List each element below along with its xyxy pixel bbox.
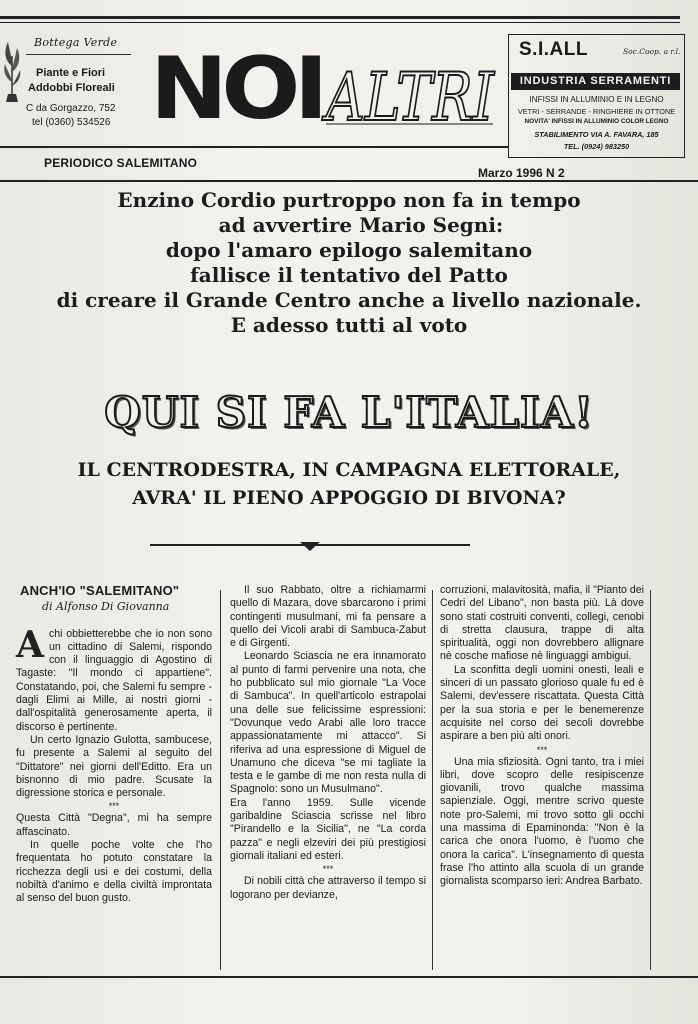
article-paragraph: Achi obbietterebbe che io non sono un cittadino di Salemi, rispondo con il linguaggio di Agostino di Tagaste: "Il mondo ci appartiene". Constatando, poi, che Salemi fu sempre - dagli Elimi ai Mille, ai nostri giorni - dall'ospitalità generosamente aperta, il discorso è pertinente. — [16, 623, 212, 733]
kicker-line: dopo l'amaro epilogo salemitano — [165, 238, 533, 262]
dropcap: A — [16, 623, 44, 666]
kicker-line: di creare il Grande Centro anche a livello nazionale. — [56, 288, 642, 312]
sub-headline — [0, 456, 698, 512]
article-paragraph: Era l'anno 1959. Sulle vicende garibaldine Sciascia scrisse nel libro "Pirandello e la Sicilia", ne "La corda pazza" e negli elzeviri dei più prestigiosi giornali italiani ed esteri. — [230, 796, 426, 862]
ad-siall-name: S.I.ALL — [519, 39, 588, 60]
ad-siall — [508, 34, 685, 158]
article-paragraph: Il suo Rabbato, oltre a richiamarmi quello di Mazara, dove sbarcarono i primi contingenti musulmani, mi fa pensare a quello dei Vicoli arabi di Sambuca-Zabut e di Girgenti. — [230, 584, 426, 650]
article-paragraph: In quelle poche volte che l'ho frequentata ho potuto constatare la ricchezza degli usi e dei costumi, della nobiltà d'animo e della civiltà improntata al senso del buon gusto. — [16, 839, 212, 905]
ad-address: C da Gorgazzo, 752 — [26, 103, 116, 114]
periodico-label: PERIODICO SALEMITANO — [44, 156, 198, 170]
ad-siall-suffix: Soc.Coop. a r.l. — [623, 47, 681, 56]
section-separator: *** — [536, 744, 548, 755]
main-headline: QUI SI FA L'ITALIA! — [104, 388, 594, 437]
ad-siall-line: TEL. (0924) 983250 — [563, 142, 630, 151]
article-paragraph: Questa Città "Degna", mi ha sempre affascinato. — [16, 812, 212, 838]
plant-logo-icon — [2, 36, 22, 104]
article-title: ANCH'IO "SALEMITANO" — [20, 583, 180, 598]
title-altri: ALTRI — [321, 59, 496, 136]
sub-headline-line: IL CENTRODESTRA, IN CAMPAGNA ELETTORALE, — [77, 459, 621, 481]
ornament-divider — [150, 538, 470, 554]
article-paragraph: La sconfitta degli uomini onesti, leali e sinceri di un passato glorioso quale fu ed è Salemi, dev'essere riscattata. Questa Città per la sua storia e per le benemerenze acquisite nel corso dei secoli dovrebbe aspirare a ben più alti onori. — [440, 663, 644, 743]
ad-phone: tel (0360) 534526 — [32, 117, 111, 128]
newspaper-title — [148, 39, 498, 139]
kicker-headline — [0, 188, 698, 338]
masthead-rule — [0, 146, 508, 148]
top-rule-thin — [0, 22, 680, 23]
ad-line: Piante e Fiori — [36, 67, 106, 79]
title-noi: NOI — [150, 39, 322, 139]
bottom-rule — [0, 976, 698, 978]
section-separator: *** — [322, 864, 334, 875]
ad-siall-line: STABILIMENTO VIA A. FAVARA, 185 — [534, 130, 659, 139]
article-byline: di Alfonso Di Giovanna — [42, 600, 170, 614]
article-paragraph: Leonardo Sciascia ne era innamorato al punto di farmi pervenire una nota, che ho pubblicato sul mio giornale "La Voce di Sambuca". In quell'articolo estrapolai una delle sue felicissime espressioni: "Dovunque vedo Arabi alle loro tracce appassionatamente mi attacco". Si riferiva ad una espressione di Miguel de Unamuno che diceva "se mi tagliate la testa e le gambe di me non resta nulla di Spagnolo: sono un Musulmano". — [230, 650, 426, 796]
ad-siall-line: INFISSI IN ALLUMINIO E IN LEGNO — [529, 95, 664, 104]
article-paragraph: corruzioni, malavitosità, mafia, il "Pianto dei Cedri del Libano", non basta più. Là dove sono stati costruiti conventi, collegi, cenobi di stretta clausura, trappe di alta spiritualità, oggi non dovrebbero allignare nè cosche mafiose nè linguaggi ambigui. — [440, 584, 644, 663]
top-rule — [0, 16, 680, 19]
ad-line: Addobbi Floreali — [28, 82, 115, 94]
kicker-line: E adesso tutti al voto — [230, 313, 468, 337]
ad-brand: Bottega Verde — [34, 36, 118, 49]
column-rule — [220, 590, 221, 970]
kicker-line: ad avvertire Mario Segni: — [218, 213, 504, 237]
page-right-rule — [650, 590, 651, 970]
kicker-line: Enzino Cordio purtroppo non fa in tempo — [117, 188, 581, 212]
article-column-1 — [16, 584, 212, 906]
ad-siall-band: INDUSTRIA SERRAMENTI — [511, 73, 680, 90]
article-column-2 — [230, 584, 426, 902]
section-separator: *** — [108, 801, 120, 812]
ad-siall-line: VETRI - SERRANDE - RINGHIERE IN OTTONE — [517, 107, 676, 116]
kicker-line: fallisce il tentativo del Patto — [190, 263, 508, 287]
issue-date: Marzo 1996 N 2 — [478, 166, 565, 180]
article-paragraph: Di nobili città che attraverso il tempo si logorano per devianze, — [230, 875, 426, 901]
article-column-3 — [440, 584, 644, 889]
article-paragraph: Un certo Ignazio Gulotta, sambucese, fu presente a Salemi al seguito del "Dittatore" nei giorni dell'Editto. Era un bisnonno di mio padre. Scusate la digressione storica e personale. — [16, 733, 212, 800]
column-rule — [432, 590, 433, 970]
article-paragraph: Una mia sfiziosità. Ogni tanto, tra i miei libri, dove scopro delle resipiscenze giovanili, trovo qualche massima sapienziale. Oggi, mentre scrivo queste note pro-Salemi, mi trovo sotto gli occhi una massima di Epaminonda: "Non è la carica che onora l'uomo, è l'uomo che onora la carica". L'insegnamento di questa frase l'ho attinto alla scuola di un grande giornalista scomparso ieri: Andrea Barbato. — [440, 755, 644, 888]
ad-siall-line: NOVITA' INFISSI IN ALLUMINIO COLOR LEGNO — [524, 118, 669, 125]
sub-headline-line: AVRA' IL PIENO APPOGGIO DI BIVONA? — [132, 487, 566, 509]
ad-brand-rule — [26, 54, 131, 55]
masthead-rule-lower — [0, 180, 698, 182]
ad-bottega-verde — [0, 30, 140, 140]
